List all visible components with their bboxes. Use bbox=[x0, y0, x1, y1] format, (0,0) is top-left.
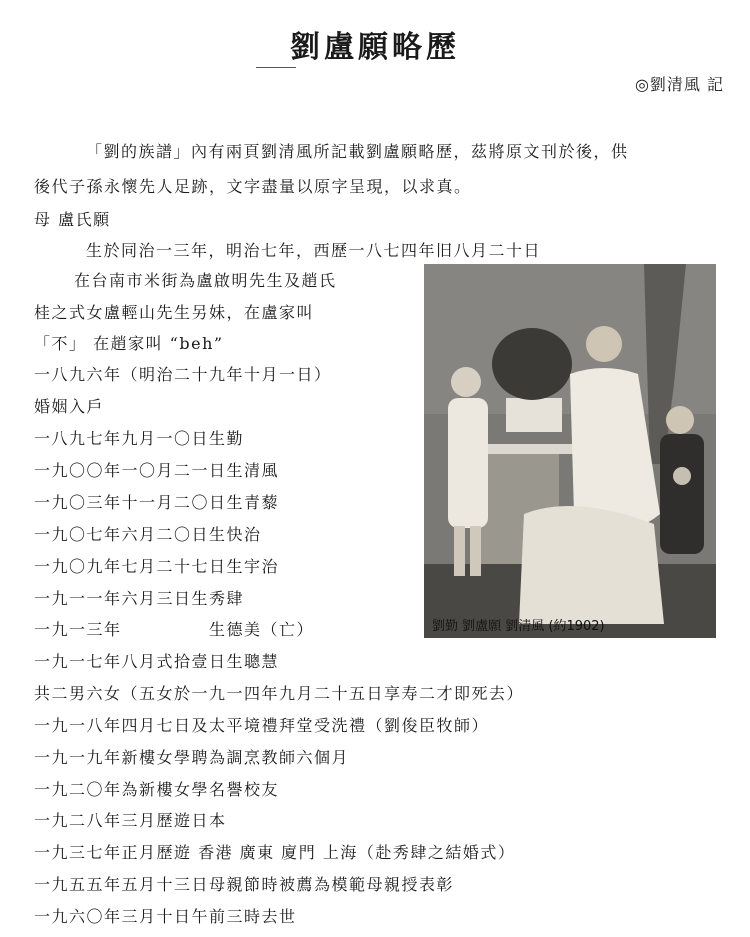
bio-line: 生於同治一三年，明治七年，西歷一八七四年旧八月二十日 bbox=[86, 241, 542, 260]
intro-line: 後代子孫永懷先人足跡，文字盡量以原字呈現，以求真。 bbox=[34, 177, 472, 196]
bio-line: 一八九六年（明治二十九年十月一日） bbox=[34, 365, 332, 384]
bio-line: 在台南市米街為盧啟明先生及趙氏 bbox=[74, 271, 337, 290]
bio-line: 共二男六女（五女於一九一四年九月二十五日享寿二才即死去） bbox=[34, 684, 525, 703]
title-underline bbox=[256, 67, 296, 68]
bio-line: 一九〇九年七月二十七日生宇治 bbox=[34, 557, 280, 576]
family-photo-drawing bbox=[424, 264, 716, 638]
bio-line: 一九一三年 生德美（亡） bbox=[34, 620, 315, 639]
bio-line: 一九三七年正月歷遊 香港 廣東 廈門 上海（赴秀肆之結婚式） bbox=[34, 843, 516, 862]
author-line: ◎劉清風 記 bbox=[634, 75, 724, 94]
bio-line: 一九一九年新樓女學聘為調烹教師六個月 bbox=[34, 748, 350, 767]
bio-line: 一九二八年三月歷遊日本 bbox=[34, 811, 227, 830]
bio-line: 一九二〇年為新樓女學名譽校友 bbox=[34, 780, 280, 799]
bio-line: 一九〇三年十一月二〇日生青藜 bbox=[34, 493, 280, 512]
bio-line: 婚姻入戶 bbox=[34, 397, 105, 416]
intro-line: 「劉的族譜」內有兩頁劉清風所記載劉盧願略歷，茲將原文刊於後，供 bbox=[86, 142, 629, 161]
family-photo bbox=[424, 264, 716, 638]
bio-line: 「不」 在趙家叫 “beh” bbox=[34, 334, 224, 353]
bio-line: 一九五五年五月十三日母親節時被薦為模範母親授表彰 bbox=[34, 875, 455, 894]
bio-line: 一九〇〇年一〇月二一日生清風 bbox=[34, 461, 280, 480]
bio-line: 一九一七年八月式拾壹日生聰慧 bbox=[34, 652, 280, 671]
bio-line: 一八九七年九月一〇日生勤 bbox=[34, 429, 245, 448]
photo-caption: 劉勤 劉盧願 劉清風 (約1902) bbox=[432, 619, 605, 634]
bio-line: 一九六〇年三月十日午前三時去世 bbox=[34, 907, 297, 926]
section-heading: 母 盧氏願 bbox=[34, 210, 111, 229]
bio-line: 一九一一年六月三日生秀肆 bbox=[34, 589, 245, 608]
page-title: 劉盧願略歷 bbox=[290, 30, 460, 65]
bio-line: 一九一八年四月七日及太平境禮拜堂受洗禮（劉俊臣牧師） bbox=[34, 716, 490, 735]
bio-line: 一九〇七年六月二〇日生快治 bbox=[34, 525, 262, 544]
bio-line: 桂之式女盧輕山先生另妹，在盧家叫 bbox=[34, 303, 315, 322]
